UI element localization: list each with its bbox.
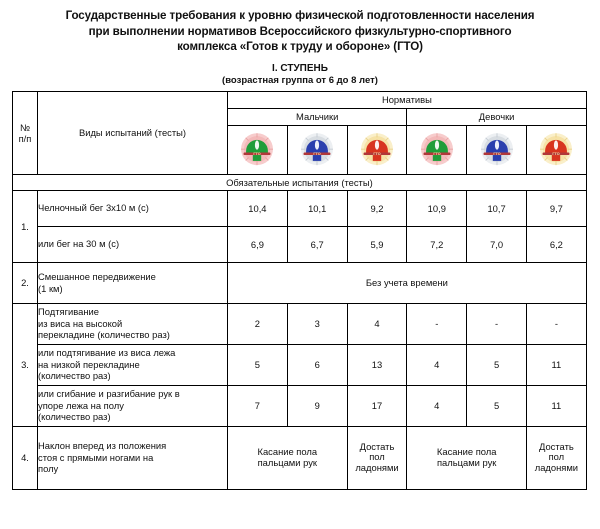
bronze-badge-icon — [416, 129, 458, 171]
test-label-4-line-1: Наклон вперед из положения — [38, 440, 167, 452]
document-title-line-2: при выполнении нормативов Всероссийского физкультурно-спортивного — [88, 24, 512, 38]
value-cell: 6 — [287, 344, 347, 385]
value-cell: 9,2 — [347, 190, 407, 226]
grouped-value-line-2: пол — [548, 451, 565, 463]
badge-cell-bronze-girls — [407, 125, 467, 174]
test-label-3a-line-3: перекладине (количество раз) — [38, 329, 170, 341]
value-cell: 13 — [347, 344, 407, 385]
bronze-badge-icon — [236, 129, 278, 171]
grouped-value-line-1: Касание пола — [257, 445, 318, 457]
svg-text:ГТО: ГТО — [373, 151, 381, 156]
test-label-3b — [38, 344, 228, 385]
grouped-value-line-1: Достать — [359, 440, 395, 452]
svg-text:ГТО: ГТО — [433, 151, 441, 156]
table-row — [13, 426, 587, 489]
row-number-4: 4. — [13, 426, 38, 489]
badge-cell-bronze-boys — [228, 125, 288, 174]
value-cell: 4 — [347, 303, 407, 344]
test-label-1b: или бег на 30 м (с) — [38, 226, 228, 262]
test-label-3b-line-3: (количество раз) — [38, 370, 111, 382]
value-cell: 2 — [228, 303, 288, 344]
value-cell: 4 — [407, 344, 467, 385]
grouped-value-line-2: пол — [369, 451, 385, 463]
test-label-4-line-3: полу — [38, 463, 59, 475]
section-title-cell: Обязательные испытания (тесты) — [13, 174, 587, 190]
test-label-3a-line-1: Подтягивание — [38, 306, 99, 318]
silver-badge-icon — [476, 129, 518, 171]
table-row — [13, 385, 587, 426]
value-cell: 7,0 — [467, 226, 527, 262]
value-cell: 11 — [526, 344, 586, 385]
table-row — [13, 262, 587, 303]
value-cell: 5 — [467, 344, 527, 385]
svg-text:ГТО: ГТО — [253, 151, 262, 156]
row-number-3: 3. — [13, 303, 38, 426]
test-label-1a: Челночный бег 3х10 м (с) — [38, 190, 228, 226]
value-cell: 10,4 — [228, 190, 288, 226]
value-cell: 7,2 — [407, 226, 467, 262]
test-label-3a — [38, 303, 228, 344]
table-row — [13, 190, 587, 226]
value-cell: 5,9 — [347, 226, 407, 262]
document-title-line-3: комплекса «Готов к труду и обороне» (ГТО) — [177, 40, 423, 53]
test-label-4-line-2: стоя с прямыми ногами на — [38, 451, 154, 463]
table-header-row-1 — [13, 91, 587, 108]
header-boys-cell: Мальчики — [228, 108, 407, 125]
document-title — [0, 0, 600, 55]
svg-text:ГТО: ГТО — [492, 151, 501, 156]
svg-text:ГТО: ГТО — [552, 151, 561, 156]
test-label-3c-line-2: упоре лежа на полу — [38, 399, 124, 411]
grouped-value-line-3: ладонями — [355, 461, 399, 473]
test-label-3a-line-2: из виса на высокой — [38, 317, 123, 329]
grouped-value-line-2: пальцами рук — [257, 456, 317, 468]
value-cell: - — [467, 303, 527, 344]
test-label-2-line-2: (1 км) — [38, 282, 63, 294]
section-title-row — [13, 174, 587, 190]
grouped-value-line-1: Достать — [539, 440, 574, 452]
gold-badge-icon — [535, 129, 577, 171]
row-number-1: 1. — [13, 190, 38, 262]
test-label-3c — [38, 385, 228, 426]
value-cell: 4 — [407, 385, 467, 426]
no-time-note: Без учета времени — [228, 262, 587, 303]
standards-table — [12, 91, 587, 490]
value-cell: 10,1 — [287, 190, 347, 226]
value-cell: 6,2 — [526, 226, 586, 262]
value-cell: 3 — [287, 303, 347, 344]
badge-cell-gold-boys — [347, 125, 407, 174]
test-label-3c-line-1: или сгибание и разгибание рук в — [38, 388, 180, 400]
test-label-4 — [38, 426, 228, 489]
test-label-2-line-1: Смешанное передвижение — [38, 271, 156, 283]
grouped-value-cell — [228, 426, 348, 489]
table-row — [13, 344, 587, 385]
grouped-value-line-3: ладонями — [534, 461, 579, 473]
value-cell: - — [526, 303, 586, 344]
value-cell: 5 — [467, 385, 527, 426]
standards-table-wrapper — [12, 91, 586, 490]
age-group-subtitle: (возрастная группа от 6 до 8 лет) — [222, 74, 378, 86]
test-label-2 — [38, 262, 228, 303]
svg-text:ГТО: ГТО — [313, 151, 321, 156]
grouped-value-cell — [407, 426, 527, 489]
test-label-3b-line-1: или подтягивание из виса лежа — [38, 347, 176, 359]
value-cell: 10,9 — [407, 190, 467, 226]
value-cell: 10,7 — [467, 190, 527, 226]
value-cell: 5 — [228, 344, 288, 385]
badge-cell-silver-girls — [467, 125, 527, 174]
table-row — [13, 303, 587, 344]
gold-badge-icon — [356, 129, 398, 171]
value-cell: - — [407, 303, 467, 344]
test-label-3b-line-2: на низкой перекладине — [38, 358, 140, 370]
badge-cell-silver-boys — [287, 125, 347, 174]
grouped-value-cell — [347, 426, 407, 489]
header-tests-cell: Виды испытаний (тесты) — [38, 91, 228, 174]
value-cell: 11 — [526, 385, 586, 426]
header-number-line-2: п/п — [18, 132, 32, 144]
header-number-cell — [13, 91, 38, 174]
value-cell: 17 — [347, 385, 407, 426]
value-cell: 6,7 — [287, 226, 347, 262]
table-row — [13, 226, 587, 262]
header-number-line-1: № — [19, 121, 31, 133]
value-cell: 7 — [228, 385, 288, 426]
test-label-3c-line-3: (количество раз) — [38, 411, 111, 423]
grouped-value-line-2: пальцами рук — [436, 456, 497, 468]
row-number-2: 2. — [13, 262, 38, 303]
grouped-value-line-1: Касание пола — [436, 445, 497, 457]
document-title-line-1: Государственные требования к уровню физической подготовленности населения — [65, 9, 535, 22]
header-girls-cell: Девочки — [407, 108, 586, 125]
grouped-value-cell — [526, 426, 586, 489]
value-cell: 9 — [287, 385, 347, 426]
stage-title: I. СТУПЕНЬ — [272, 62, 328, 74]
silver-badge-icon — [296, 129, 338, 171]
header-standards-cell: Нормативы — [228, 91, 587, 108]
value-cell: 9,7 — [526, 190, 586, 226]
badge-cell-gold-girls — [526, 125, 586, 174]
value-cell: 6,9 — [228, 226, 288, 262]
